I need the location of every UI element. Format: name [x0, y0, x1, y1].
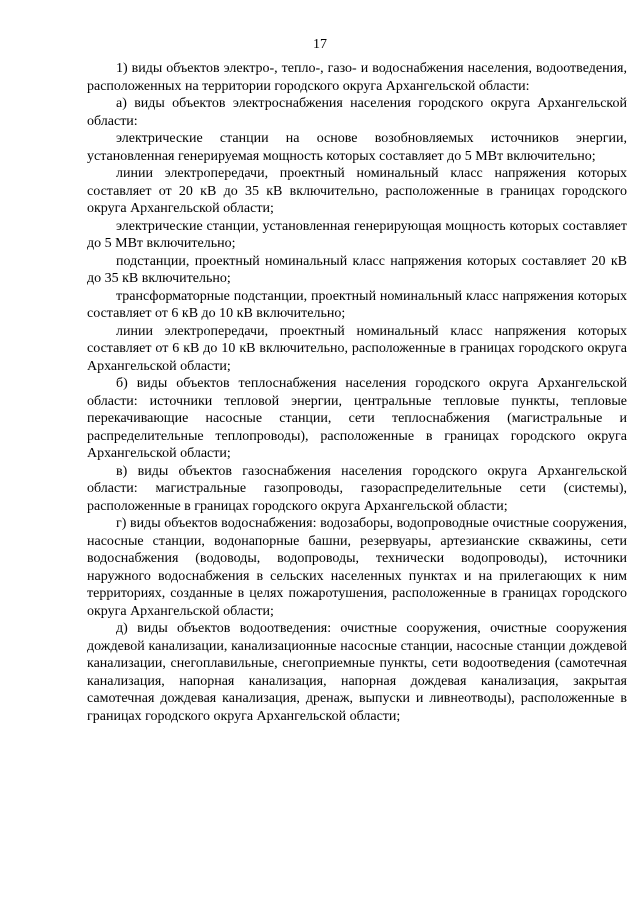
paragraph-transformer-substations: трансформаторные подстанции, проектный номинальный класс напряжения которых составляет от 6 кВ до 10 кВ включительно; [87, 288, 627, 321]
paragraph-power-stations: электрические станции, установленная генерирующая мощность которых составляет до 5 МВт включительно; [87, 218, 627, 251]
page-number: 17 [313, 37, 327, 52]
paragraph-power-lines-6-10: линии электропередачи, проектный номинальный класс напряжения которых составляет от 6 кВ до 10 кВ включительно, расположенные в границах городского округа Архангельской области; [87, 323, 627, 374]
paragraph-item-b-heat: б) виды объектов теплоснабжения населения городского округа Архангельской области: источники тепловой энергии, центральные тепловые пункты, тепловые перекачивающие насосные станции, сети теплоснабжения (магистральные и распределительные теплопроводы), расположенные в границах городского округа Архангельской области; [87, 376, 627, 461]
paragraph-renewable-stations: электрические станции на основе возобновляемых источников энергии, установленная генерируемая мощность которых составляет до 5 МВт включительно; [87, 131, 627, 164]
paragraph-item-1: 1) виды объектов электро-, тепло-, газо- и водоснабжения населения, водоотведения, расположенных на территории городского округа Архангельской области: [87, 61, 627, 94]
document-body [87, 60, 627, 725]
paragraph-substations: подстанции, проектный номинальный класс напряжения которых составляет 20 кВ до 35 кВ включительно; [87, 253, 627, 286]
paragraph-item-d-drainage: д) виды объектов водоотведения: очистные сооружения, очистные сооружения дождевой канализации, канализационные насосные станции, насосные станции дождевой канализации, снегоплавильные, снегоприемные пункты, сети водоотведения (самотечная канализация, напорная канализация, напорная дождевая канализация, закрытая самотечная дождевая канализация, дренаж, выпуски и ливнеотводы), расположенные в границах городского округа Архангельской области; [87, 621, 627, 724]
paragraph-item-g-water: г) виды объектов водоснабжения: водозаборы, водопроводные очистные сооружения, насосные станции, водонапорные башни, резервуары, артезианские скважины, сети водоснабжения (водоводы, водопроводы, технически водопроводы), источники наружного водоснабжения в сельских населенных пунктах и на прилегающих к ним территориях, созданные в целях пожаротушения, расположенные в границах городского округа Архангельской области; [87, 516, 627, 619]
paragraph-item-a: а) виды объектов электроснабжения населения городского округа Архангельской области: [87, 96, 627, 129]
paragraph-power-lines-20-35: линии электропередачи, проектный номинальный класс напряжения которых составляет от 20 кВ до 35 кВ включительно, расположенные в границах городского округа Архангельской области; [87, 166, 627, 216]
paragraph-item-v-gas: в) виды объектов газоснабжения населения городского округа Архангельской области: магистральные газопроводы, газораспределительные сети (системы), расположенные в границах городского округа Архангельской области; [87, 463, 627, 514]
